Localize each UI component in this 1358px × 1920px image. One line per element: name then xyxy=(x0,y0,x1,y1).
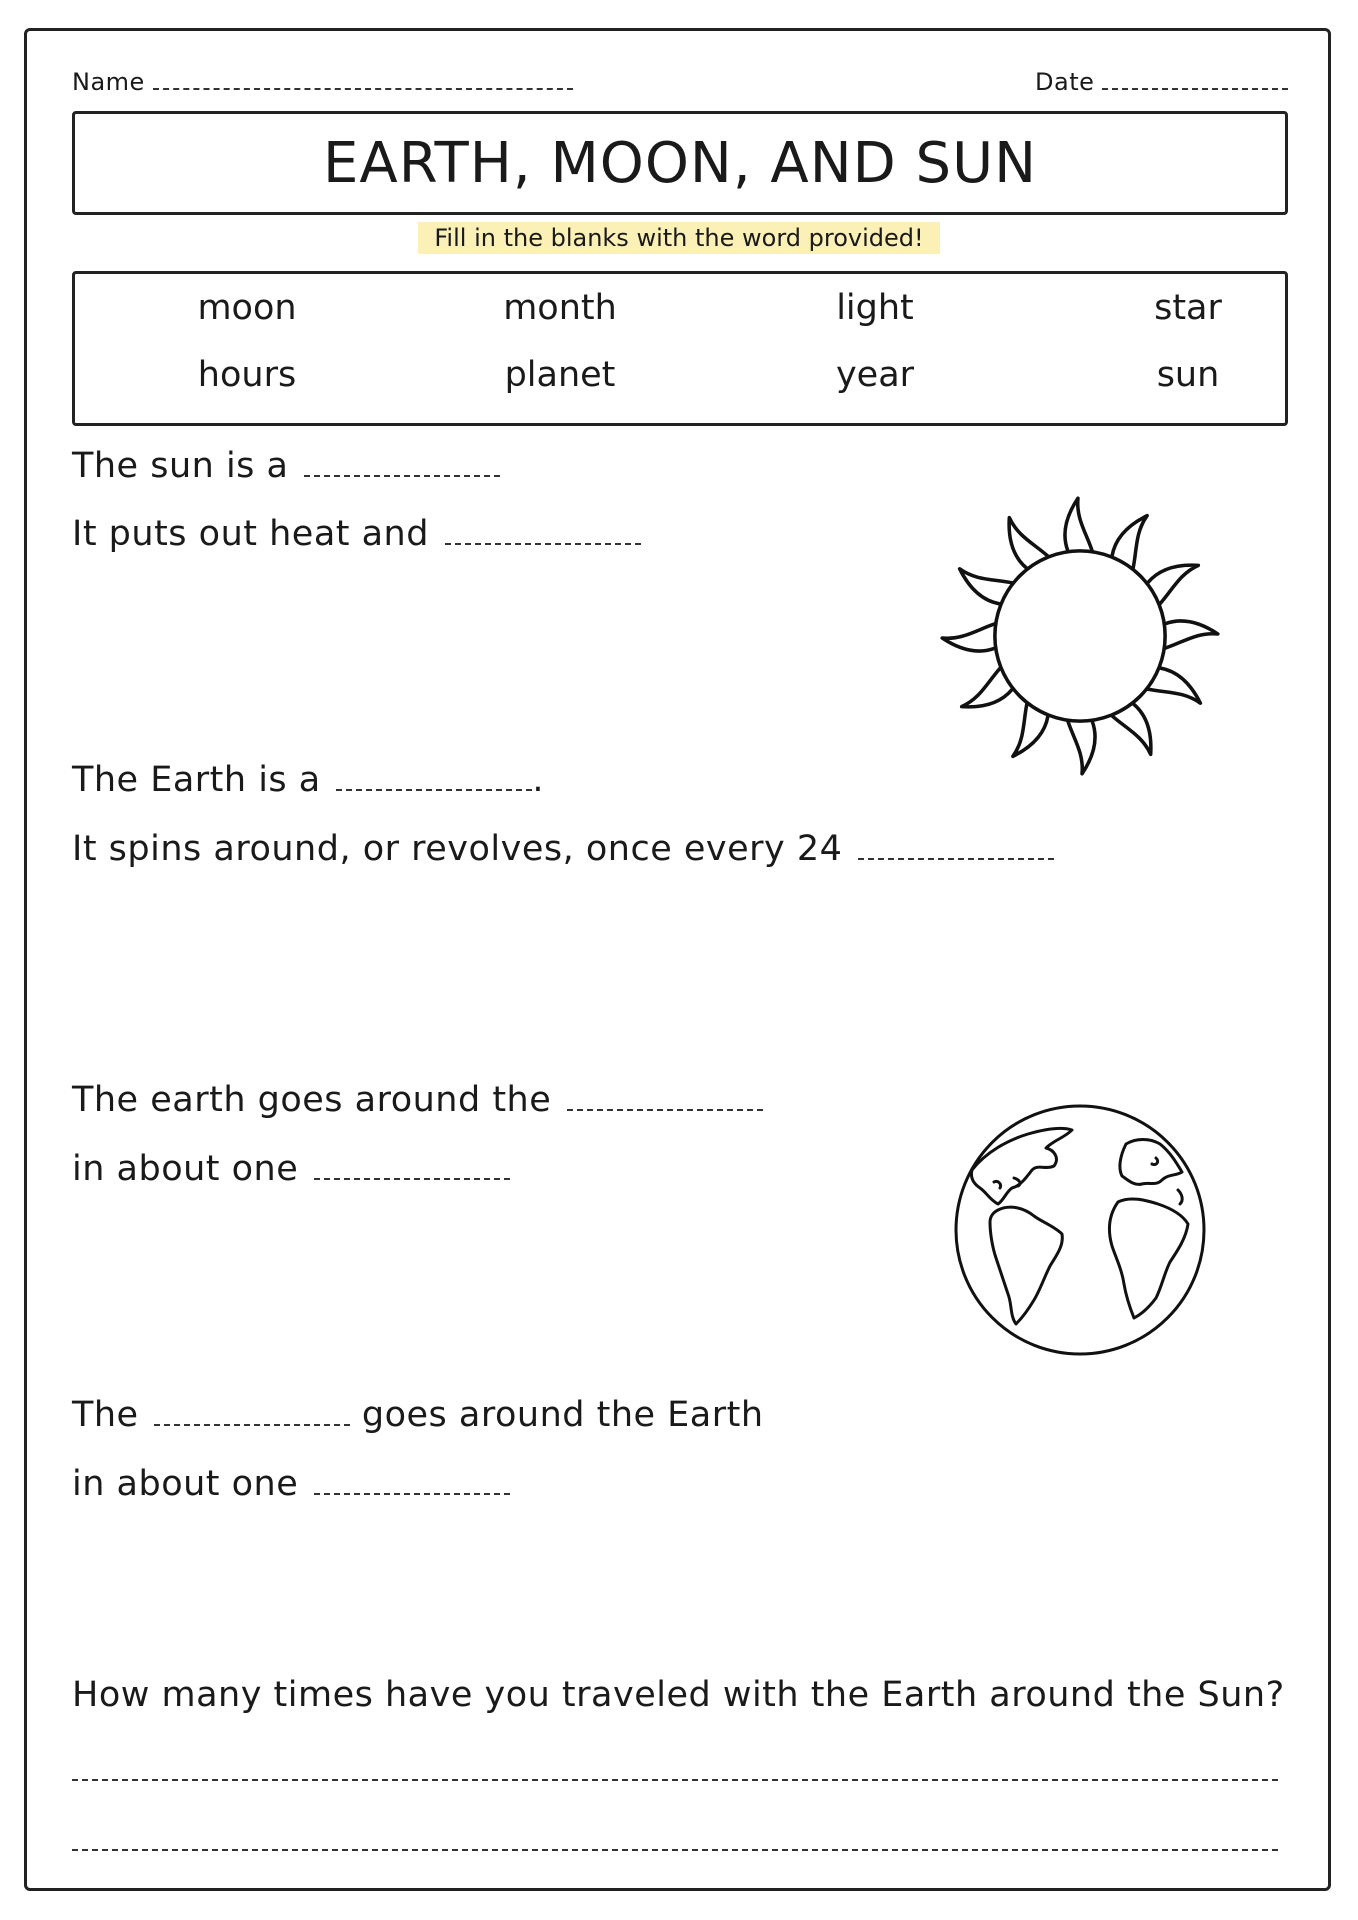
date-label: Date xyxy=(1035,68,1095,96)
sentence-1: The sun is a xyxy=(72,446,500,486)
name-field[interactable] xyxy=(72,68,573,96)
instruction-text: Fill in the blanks with the word provided! xyxy=(418,222,939,254)
word-bank xyxy=(72,271,1288,426)
answer-line[interactable] xyxy=(72,1779,1278,1781)
question: How many times have you traveled with the Earth around the Sun? xyxy=(72,1675,1285,1715)
answer-line[interactable] xyxy=(72,1849,1278,1851)
title-box xyxy=(72,111,1288,215)
sentence-5: The earth goes around the xyxy=(72,1080,763,1120)
answer-blank[interactable] xyxy=(858,854,1054,860)
answer-blank[interactable] xyxy=(314,1174,510,1180)
word-bank-item: hours xyxy=(197,355,297,395)
date-blank[interactable] xyxy=(1102,84,1288,90)
instruction xyxy=(0,224,1358,252)
sentence-8: in about one xyxy=(72,1464,510,1504)
earth-globe-icon xyxy=(950,1100,1210,1360)
word-bank-item: planet xyxy=(504,355,616,395)
word-bank-item: light xyxy=(836,288,914,328)
answer-blank[interactable] xyxy=(336,785,532,791)
sentence-7: The goes around the Earth xyxy=(72,1395,764,1435)
answer-blank[interactable] xyxy=(304,471,500,477)
answer-blank[interactable] xyxy=(154,1420,350,1426)
word-bank-item: star xyxy=(1154,288,1222,328)
name-blank[interactable] xyxy=(153,84,573,90)
sentence-2: It puts out heat and xyxy=(72,514,641,554)
sentence-6: in about one xyxy=(72,1149,510,1189)
answer-blank[interactable] xyxy=(567,1105,763,1111)
sun-icon xyxy=(928,484,1232,788)
answer-blank[interactable] xyxy=(445,539,641,545)
word-bank-item: month xyxy=(503,288,617,328)
date-field[interactable] xyxy=(1035,68,1288,96)
sentence-3: The Earth is a . xyxy=(72,760,545,800)
word-bank-item: moon xyxy=(197,288,297,328)
word-bank-item: year xyxy=(835,355,915,395)
sentence-4: It spins around, or revolves, once every 24 xyxy=(72,829,1054,869)
answer-blank[interactable] xyxy=(314,1489,510,1495)
name-label: Name xyxy=(72,68,145,96)
page-title: EARTH, MOON, AND SUN xyxy=(323,130,1037,196)
word-bank-item: sun xyxy=(1156,355,1220,395)
